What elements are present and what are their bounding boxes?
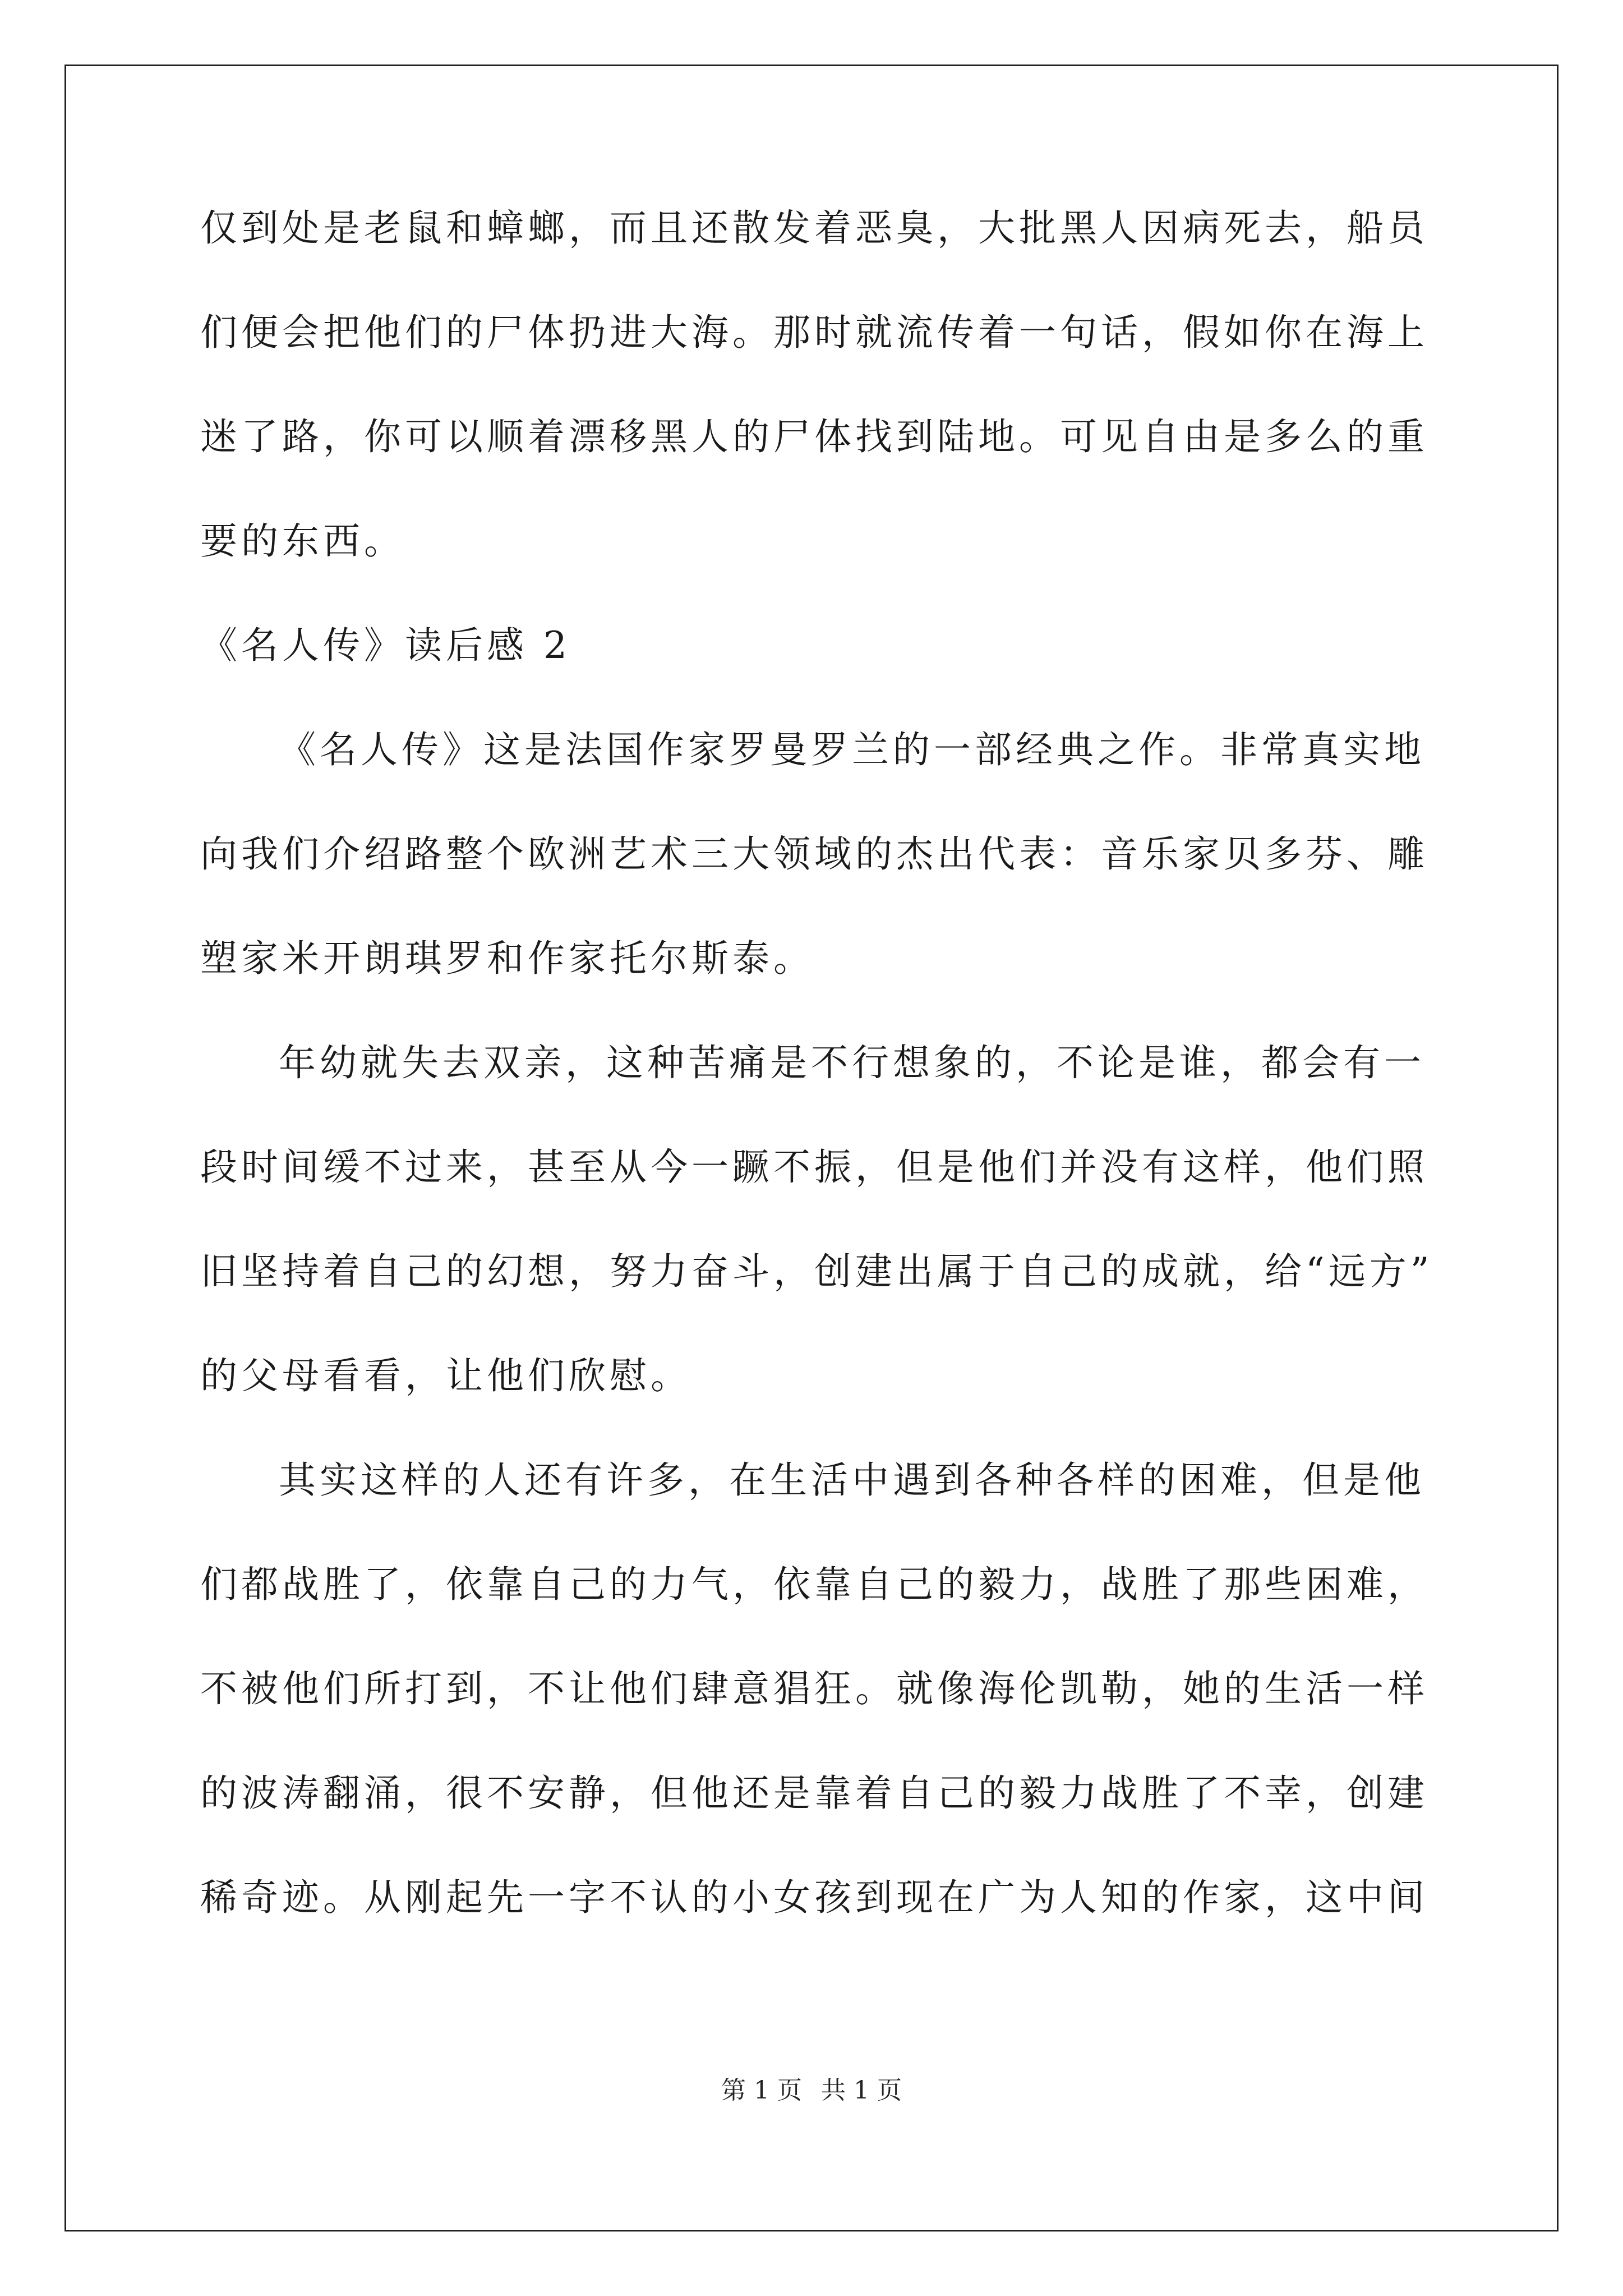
text-line: 迷了路，你可以顺着漂移黑人的尸体找到陆地。可见自由是多么的重 bbox=[200, 415, 1428, 458]
text-line: 要的东西。 bbox=[200, 519, 405, 563]
text-line: 的波涛翻涌，很不安静，但他还是靠着自己的毅力战胜了不幸，创建 bbox=[200, 1772, 1428, 1815]
page-total: 共 1 页 bbox=[821, 2076, 902, 2105]
text-line: 仅到处是老鼠和蟑螂，而且还散发着恶臭，大批黑人因病死去，船员 bbox=[200, 206, 1428, 250]
text-line: 们便会把他们的尸体扔进大海。那时就流传着一句话，假如你在海上 bbox=[200, 311, 1428, 354]
page-number: 第 1 页 bbox=[721, 2076, 802, 2105]
text-line: 段时间缓不过来，甚至从今一蹶不振，但是他们并没有这样，他们照 bbox=[200, 1145, 1428, 1189]
text-line: 《名人传》这是法国作家罗曼罗兰的一部经典之作。非常真实地 bbox=[279, 728, 1425, 771]
text-line: 其实这样的人还有许多，在生活中遇到各种各样的困难，但是他 bbox=[279, 1458, 1425, 1502]
text-line: 们都战胜了，依靠自己的力气，依靠自己的毅力，战胜了那些困难， bbox=[200, 1563, 1428, 1606]
text-line: 旧坚持着自己的幻想，努力奋斗，创建出属于自己的成就，给“远方” bbox=[200, 1250, 1433, 1293]
text-line: 的父母看看，让他们欣慰。 bbox=[200, 1354, 691, 1397]
section-heading: 《名人传》读后感 2 bbox=[200, 624, 571, 667]
text-line: 年幼就失去双亲，这种苦痛是不行想象的，不论是谁，都会有一 bbox=[279, 1041, 1425, 1084]
page-footer bbox=[0, 2070, 1623, 2106]
text-line: 稀奇迹。从刚起先一字不认的小女孩到现在广为人知的作家，这中间 bbox=[200, 1876, 1428, 1919]
text-line: 向我们介绍路整个欧洲艺术三大领域的杰出代表：音乐家贝多芬、雕 bbox=[200, 832, 1428, 876]
text-line: 塑家米开朗琪罗和作家托尔斯泰。 bbox=[200, 937, 814, 980]
document-body bbox=[200, 202, 1433, 1976]
text-line: 不被他们所打到，不让他们肆意猖狂。就像海伦凯勒，她的生活一样 bbox=[200, 1667, 1428, 1710]
